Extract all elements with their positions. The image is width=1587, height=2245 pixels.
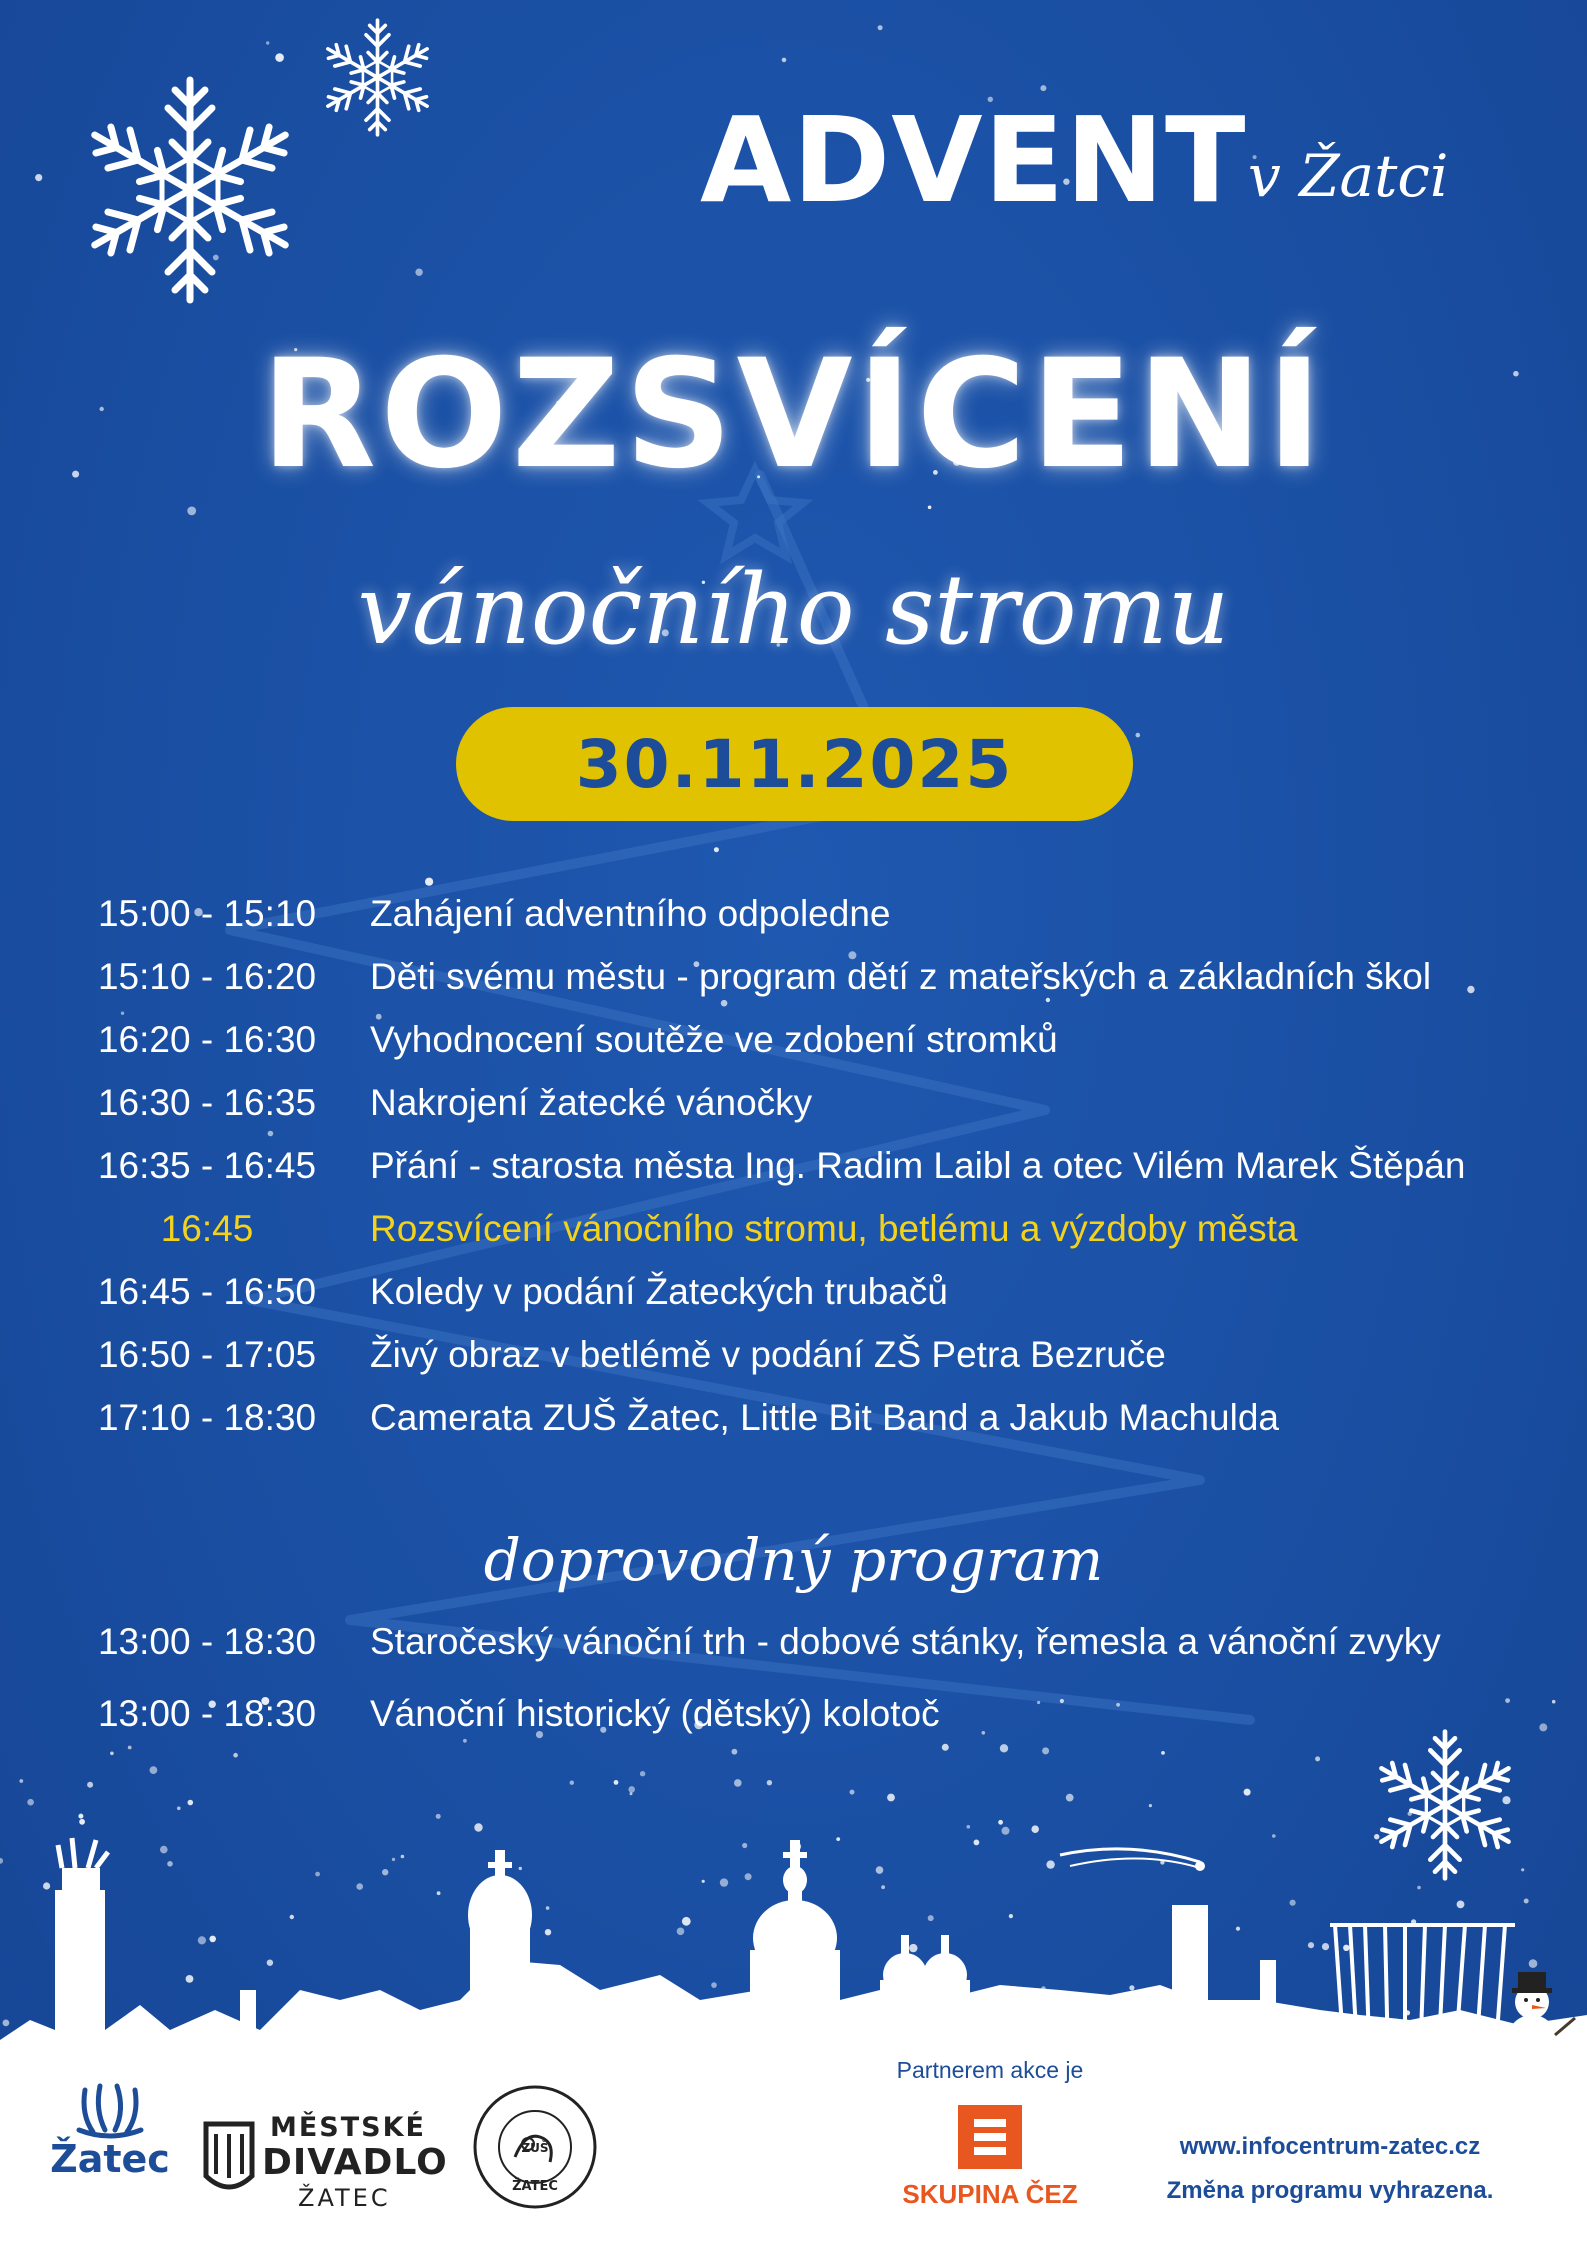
- snow-dot: [187, 507, 196, 516]
- snow-dot: [415, 269, 422, 276]
- program-time: 13:00 - 18:30: [97, 1621, 317, 1662]
- program-time: 15:00 - 15:10: [97, 893, 317, 934]
- program-time: 13:00 - 18:30: [97, 1693, 317, 1734]
- program-time: 16:30 - 16:35: [97, 1082, 317, 1123]
- program-row-highlight: [0, 1199, 1587, 1259]
- program-row: [0, 1262, 1587, 1322]
- theatre-logo: [200, 2112, 448, 2212]
- program-event: Nakrojení žatecké vánočky: [370, 1082, 813, 1123]
- cez-logo-icon: [958, 2105, 1022, 2169]
- program-time: 16:50 - 17:05: [97, 1334, 317, 1375]
- program-event: Rozsvícení vánočního stromu, betlému a výzdoby města: [370, 1208, 1298, 1249]
- snow-dot: [928, 506, 932, 510]
- snowflake-icon: [70, 70, 310, 310]
- program-event: Přání - starosta města Ing. Radim Laibl a otec Vilém Marek Štěpán: [370, 1145, 1466, 1186]
- subheadline: vánočního stromu: [357, 554, 1230, 666]
- snowflake-icon: [315, 15, 440, 140]
- snow-dot: [1136, 733, 1141, 738]
- program-change-note: Změna programu vyhrazena.: [1166, 2177, 1494, 2204]
- date-badge: [456, 707, 1133, 821]
- advent-title: [700, 91, 1520, 229]
- zus-logo-icon: [470, 2082, 600, 2212]
- city-word: v Žatci: [1248, 142, 1449, 210]
- program-time: 17:10 - 18:30: [97, 1397, 317, 1438]
- theatre-line3: ŽATEC: [298, 2184, 391, 2212]
- accompanying-row: [0, 1612, 1587, 1672]
- event-date: 30.11.2025: [575, 725, 1014, 803]
- program-time: 16:45 - 16:50: [97, 1271, 317, 1312]
- program-row: [0, 884, 1587, 944]
- partner-name: SKUPINA ČEZ: [902, 2179, 1078, 2209]
- program-time: 16:20 - 16:30: [97, 1019, 317, 1060]
- theatre-building-icon: [200, 2116, 258, 2206]
- program-time: 15:10 - 16:20: [97, 956, 317, 997]
- zus-center-text: ZUŠ: [521, 2141, 549, 2155]
- program-time: 16:45: [160, 1208, 254, 1249]
- snow-dot: [275, 53, 284, 62]
- snow-dot: [35, 174, 42, 181]
- program-row: [0, 1073, 1587, 1133]
- program-row: [0, 1325, 1587, 1385]
- advent-word: ADVENT: [700, 91, 1247, 229]
- accompanying-title: doprovodný program: [483, 1526, 1104, 1594]
- zatec-logo-text: Žatec: [50, 2137, 170, 2181]
- program-row: [0, 1388, 1587, 1448]
- program-row: [0, 1136, 1587, 1196]
- program-event: Koledy v podání Žateckých trubačů: [370, 1271, 948, 1312]
- program-event: Vánoční historický (dětský) kolotoč: [370, 1693, 940, 1734]
- snow-dot: [714, 847, 719, 852]
- program-row: [0, 947, 1587, 1007]
- snow-dot: [878, 25, 883, 30]
- program-event: Staročeský vánoční trh - dobové stánky, řemesla a vánoční zvyky: [370, 1621, 1441, 1662]
- program-event: Děti svému městu - program dětí z mateřských a základních škol: [370, 956, 1432, 997]
- program-event: Camerata ZUŠ Žatec, Little Bit Band a Jakub Machulda: [370, 1397, 1279, 1438]
- website-link[interactable]: www.infocentrum-zatec.cz: [1179, 2133, 1481, 2160]
- program-row: [0, 1010, 1587, 1070]
- theatre-line2: DIVADLO: [262, 2142, 448, 2183]
- program-event: Živý obraz v betlémě v podání ZŠ Petra Bezruče: [370, 1334, 1166, 1375]
- snow-dot: [782, 58, 787, 63]
- partner-label: Partnerem akce je: [896, 2057, 1084, 2083]
- theatre-line1: MĚSTSKÉ: [270, 2112, 426, 2143]
- program-event: Vyhodnocení soutěže ve zdobení stromků: [370, 1019, 1058, 1060]
- program-event: Zahájení adventního odpoledne: [370, 893, 891, 934]
- headline: ROZSVÍCENÍ: [260, 328, 1327, 502]
- snow-dot: [266, 41, 269, 44]
- program-time: 16:35 - 16:45: [97, 1145, 317, 1186]
- zus-bottom-text: ŽATEC: [512, 2179, 558, 2194]
